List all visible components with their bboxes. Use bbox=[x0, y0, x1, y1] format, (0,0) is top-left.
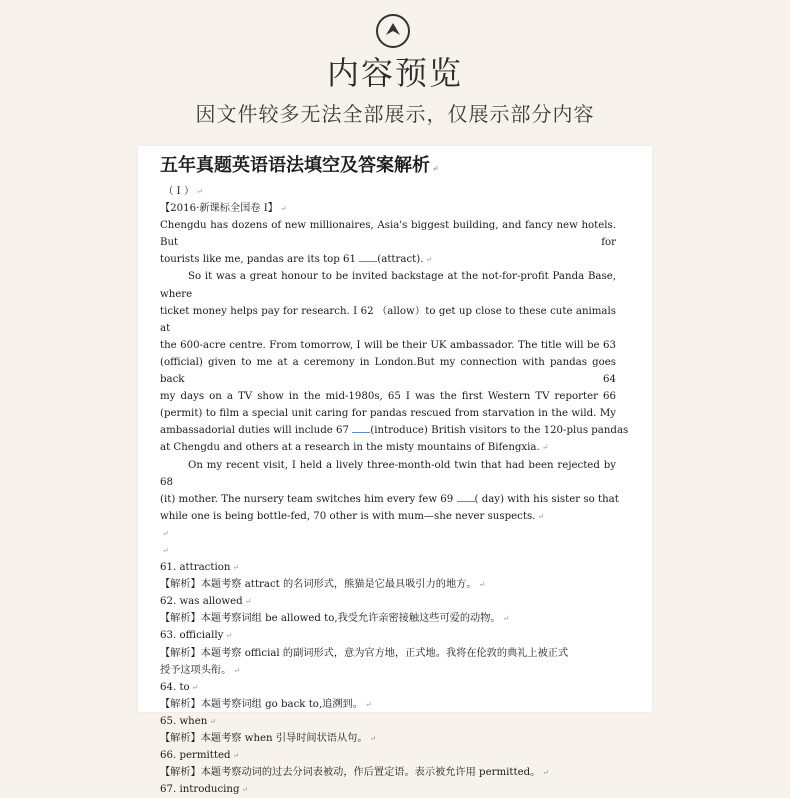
chevron-up-circle-icon[interactable] bbox=[376, 14, 410, 48]
empty-line: ↵ bbox=[162, 545, 169, 555]
paragraph-2-line: So it was a great honour to be invited backstage at the not-for-profit Panda Base, where bbox=[160, 271, 616, 300]
explanation-item: 【解析】本题考察动词的过去分词表被动，作后置定语。表示被允许用 permitted。 ↵ bbox=[160, 767, 550, 779]
paragraph-3-line: On my recent visit, I held a lively three-month-old twin that had been rejected by 68 bbox=[160, 459, 616, 488]
section-label: （ I ） ↵ bbox=[163, 186, 203, 197]
page-subtitle: 因文件较多无法全部展示，仅展示部分内容 bbox=[195, 102, 595, 126]
answer-blank bbox=[352, 422, 370, 433]
answer-item: 63. officially ↵ bbox=[160, 630, 233, 642]
document-content bbox=[160, 152, 629, 798]
explanation-item: 授予这项头衔。 ↵ bbox=[160, 664, 241, 676]
answer-blank bbox=[457, 491, 475, 502]
source-label: 【2016·新课标全国卷 I】 ↵ bbox=[160, 203, 287, 215]
document-title: 五年真题英语语法填空及答案解析 ↵ bbox=[160, 155, 439, 176]
empty-line: ↵ bbox=[162, 528, 169, 538]
paragraph-1-line: Chengdu has dozens of new millionaires, Asia's biggest building, and fancy new hotels. But for bbox=[160, 220, 616, 249]
paragraph-2-line: (official) given to me at a ceremony in London.But my connection with pandas goes back 64 bbox=[160, 356, 616, 386]
explanation-item: 【解析】本题考察词组 go back to,追溯到。 ↵ bbox=[160, 698, 372, 710]
answer-item: 61. attraction ↵ bbox=[160, 562, 240, 574]
paragraph-2-line: my days on a TV show in the mid-1980s, 65 I was the first Western TV reporter 66 bbox=[160, 391, 616, 403]
document-preview bbox=[138, 146, 652, 796]
paragraph-3-line: (it) mother. The nursery team switches him every few 69 ( day) with his sister so that bbox=[160, 491, 616, 508]
paragraph-3-line: while one is being bottle-fed, 70 other is with mum—she never suspects. ↵ bbox=[160, 510, 545, 522]
paragraph-2-line: at Chengdu and others at a research in the misty mountains of Bifengxia. ↵ bbox=[160, 442, 549, 454]
explanation-item: 【解析】本题考察 when 引导时间状语从句。 ↵ bbox=[160, 733, 377, 744]
paragraph-1-line: tourists like me, pandas are its top 61 (attract). ↵ bbox=[160, 251, 616, 268]
answer-item: 67. introducing ↵ bbox=[160, 784, 249, 796]
explanation-item: 【解析】本题考察词组 be allowed to,我受允许亲密接触这些可爱的动物。 ↵ bbox=[160, 613, 510, 625]
answer-item: 66. permitted ↵ bbox=[160, 750, 240, 762]
answer-blank bbox=[359, 251, 377, 262]
explanation-item: 【解析】本题考察 official 的副词形式，意为官方地，正式地。我将在伦敦的典礼上被正式 bbox=[160, 647, 569, 659]
answer-item: 64. to ↵ bbox=[160, 681, 199, 693]
answer-item: 65. when ↵ bbox=[160, 715, 217, 727]
explanation-item: 【解析】本题考察 attract 的名词形式，熊猫是它最具吸引力的地方。 ↵ bbox=[160, 579, 486, 591]
paragraph-2-line: (permit) to film a special unit caring for pandas rescued from starvation in the wild. My bbox=[160, 408, 616, 420]
paragraph-2-line: ambassadorial duties will include 67 (introduce) British visitors to the 120-plus pandas bbox=[160, 422, 616, 439]
paragraph-2-line: ticket money helps pay for research. I 62 （allow）to get up close to these cute animals at bbox=[160, 305, 616, 334]
preview-header bbox=[0, 0, 790, 140]
page-title: 内容预览 bbox=[326, 54, 463, 92]
paragraph-2-line: the 600-acre centre. From tomorrow, I will be their UK ambassador. The title will be 63 bbox=[160, 339, 616, 351]
answer-item: 62. was allowed ↵ bbox=[160, 596, 252, 608]
